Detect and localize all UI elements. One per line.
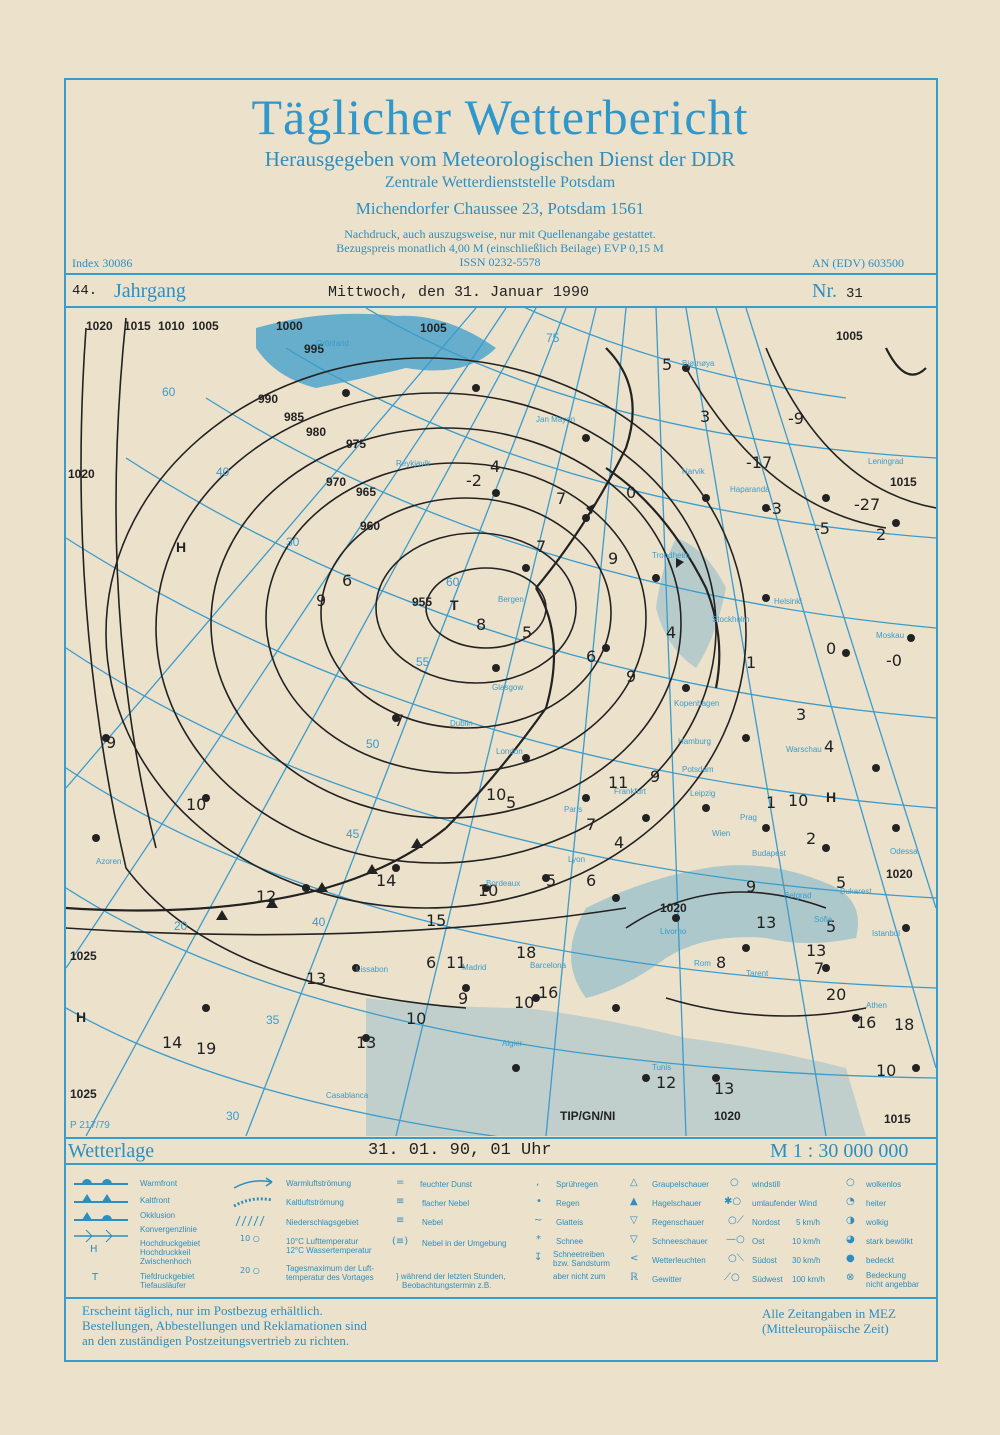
snow-shower-icon: ▽ <box>630 1234 638 1245</box>
svg-text:5: 5 <box>522 623 533 642</box>
svg-text:1: 1 <box>766 793 777 812</box>
legend-tiefdruckgebiet: Tiefdruckgebiet <box>140 1272 195 1281</box>
legend-wolkenlos: wolkenlos <box>866 1180 902 1189</box>
svg-text:Potsdam: Potsdam <box>682 765 714 774</box>
svg-text:11: 11 <box>446 953 467 972</box>
svg-text:7: 7 <box>814 959 825 978</box>
svg-text:13: 13 <box>806 941 827 960</box>
svg-text:4: 4 <box>614 833 625 852</box>
svg-text:10: 10 <box>478 881 499 900</box>
svg-text:Dublin: Dublin <box>450 719 473 728</box>
legend-wolkig: wolkig <box>866 1218 889 1227</box>
svg-text:-17: -17 <box>746 453 773 472</box>
svg-text:7: 7 <box>536 537 547 556</box>
legend-schnee: Schnee <box>556 1237 584 1246</box>
svg-text:1: 1 <box>746 653 757 672</box>
svg-text:0: 0 <box>626 483 637 502</box>
svg-text:50: 50 <box>366 737 380 751</box>
footer-right-1: Alle Zeitangaben in MEZ <box>762 1306 896 1321</box>
legend-hagelschauer: Hagelschauer <box>652 1199 702 1208</box>
map-bottom-divider <box>64 1137 938 1139</box>
legend-speed-100: 100 km/h <box>792 1275 825 1284</box>
legend-schneetreiben: Schneetreiben <box>553 1250 605 1259</box>
svg-text:8: 8 <box>476 615 487 634</box>
legend-schneeschauer: Schneeschauer <box>652 1237 708 1246</box>
svg-text:10: 10 <box>406 1009 427 1028</box>
svg-text:Madrid: Madrid <box>462 963 487 972</box>
svg-text:18: 18 <box>516 943 537 962</box>
svg-text:60: 60 <box>162 385 176 399</box>
svg-text:Livorno: Livorno <box>660 927 687 936</box>
svg-text:-9: -9 <box>788 409 804 428</box>
svg-text:6: 6 <box>586 647 597 666</box>
legend-konvergenzlinie: Konvergenzlinie <box>140 1225 197 1234</box>
svg-text:75: 75 <box>546 331 560 345</box>
svg-text:Tunis: Tunis <box>652 1063 672 1072</box>
svg-text:Reykjavik: Reykjavik <box>396 459 431 468</box>
svg-text:Istanbul: Istanbul <box>872 929 901 938</box>
footer-left-2: Bestellungen, Abbestellungen und Reklamationen sind <box>82 1318 367 1333</box>
temperature-station-icon: 10 ○ <box>240 1234 260 1243</box>
airflow-symbols <box>232 1174 282 1234</box>
svg-text:40: 40 <box>312 915 326 929</box>
svg-text:Sofia: Sofia <box>814 915 833 924</box>
legend-warmluftstroemung: Warmluftströmung <box>286 1179 352 1188</box>
svg-text:Stockholm: Stockholm <box>712 615 750 624</box>
svg-text:10: 10 <box>514 993 535 1012</box>
svg-text:995: 995 <box>304 342 325 356</box>
svg-text:1015: 1015 <box>890 475 917 489</box>
legend-tiefauslaeufer: Tiefausläufer <box>140 1281 186 1290</box>
svg-text:960: 960 <box>360 519 381 533</box>
overcast-icon: ● <box>846 1253 855 1264</box>
legend-suedost: Südost <box>752 1256 777 1265</box>
svg-text:Hamburg: Hamburg <box>678 737 711 746</box>
svg-text:12: 12 <box>656 1073 677 1092</box>
page-title: Täglicher Wetterbericht <box>251 89 749 145</box>
wind-east-icon: —○ <box>726 1234 745 1245</box>
svg-text:Barcelona: Barcelona <box>530 961 567 970</box>
legend-heiter: heiter <box>866 1199 887 1208</box>
svg-text:35: 35 <box>266 1013 280 1027</box>
svg-text:1020: 1020 <box>660 901 687 915</box>
svg-text:1025: 1025 <box>70 949 97 963</box>
svg-text:20: 20 <box>174 919 188 933</box>
drifting-snow-icon: ↧ <box>534 1252 543 1263</box>
rain-icon: • <box>536 1196 542 1207</box>
footer-divider <box>64 1297 938 1299</box>
svg-text:Bjørnøya: Bjørnøya <box>682 359 715 368</box>
haze-icon: = <box>396 1177 405 1188</box>
office-line: Zentrale Wetterdienststelle Potsdam <box>384 174 616 191</box>
svg-text:Paris: Paris <box>564 805 583 814</box>
svg-text:3: 3 <box>700 407 711 426</box>
high-pressure-icon: H <box>90 1244 98 1255</box>
address-line: Michendorfer Chaussee 23, Potsdam 1561 <box>355 199 645 218</box>
legend-hochdruckgebiet: Hochdruckgebiet <box>140 1239 201 1248</box>
svg-text:H: H <box>76 1009 87 1025</box>
wetterlage-label: Wetterlage <box>68 1140 155 1162</box>
legend-wassertemperatur: 12°C Wassertemperatur <box>286 1246 372 1255</box>
legend-bedeckung: Bedeckung <box>866 1271 907 1280</box>
svg-text:Odessa: Odessa <box>890 847 918 856</box>
svg-text:13: 13 <box>356 1033 377 1052</box>
legend-lufttemperatur: 10°C Lufttemperatur <box>286 1237 359 1246</box>
variable-wind-icon: ✱○ <box>724 1196 742 1207</box>
svg-text:Prag: Prag <box>740 813 757 822</box>
svg-text:Bordeaux: Bordeaux <box>486 879 521 888</box>
cloudy-icon: ◑ <box>846 1215 855 1226</box>
svg-text:1020: 1020 <box>886 867 913 881</box>
legend-glatteis: Glatteis <box>556 1218 584 1227</box>
svg-text:19: 19 <box>196 1039 217 1058</box>
svg-text:9: 9 <box>650 767 661 786</box>
svg-text:Belgrad: Belgrad <box>784 891 812 900</box>
legend-nicht-angebbar: nicht angebbar <box>866 1280 919 1289</box>
svg-text:10: 10 <box>486 785 507 804</box>
svg-text:16: 16 <box>538 983 559 1002</box>
legend-suedwest: Südwest <box>752 1275 783 1284</box>
map-scale: M 1 : 30 000 000 <box>770 1140 909 1162</box>
publisher-line: Herausgegeben vom Meteorologischen Dienst der DDR <box>264 147 736 171</box>
svg-text:-3: -3 <box>766 499 782 518</box>
svg-text:Warschau: Warschau <box>786 745 822 754</box>
svg-text:965: 965 <box>356 485 377 499</box>
svg-text:Athen: Athen <box>866 1001 887 1010</box>
svg-text:1010: 1010 <box>158 319 185 333</box>
svg-text:Grönland: Grönland <box>316 339 349 348</box>
svg-text:T: T <box>450 597 459 613</box>
legend-flacher-nebel: flacher Nebel <box>422 1199 470 1208</box>
wind-northeast-icon: ○⟋ <box>728 1215 744 1226</box>
fog-nearby-icon: (≡) <box>392 1236 409 1247</box>
nr-label: Nr. <box>812 280 837 302</box>
svg-text:1005: 1005 <box>836 329 863 343</box>
issue-date: Mittwoch, den 31. Januar 1990 <box>328 284 590 301</box>
svg-text:6: 6 <box>426 953 437 972</box>
svg-text:-5: -5 <box>814 519 830 538</box>
legend-warmfront: Warmfront <box>140 1179 178 1188</box>
legend-okklusion: Okklusion <box>140 1211 176 1220</box>
legend-regen: Regen <box>556 1199 580 1208</box>
svg-text:6: 6 <box>586 871 597 890</box>
svg-text:Narvik: Narvik <box>682 467 705 476</box>
front-symbols <box>72 1174 132 1294</box>
wetterlage-time: 31. 01. 90, 01 Uhr <box>368 1141 552 1160</box>
mostly-cloudy-icon: ◕ <box>846 1234 855 1245</box>
svg-text:5: 5 <box>826 917 837 936</box>
svg-text:7: 7 <box>586 815 597 834</box>
svg-text:Haparanda: Haparanda <box>730 485 770 494</box>
svg-text:9: 9 <box>106 733 117 752</box>
svg-text:11: 11 <box>608 773 629 792</box>
svg-text:60: 60 <box>446 575 460 589</box>
svg-text:8: 8 <box>716 953 727 972</box>
legend-hochdruckkeil: Hochdruckkeil <box>140 1248 191 1257</box>
legend-tagesmaximum-2: temperatur des Vortages <box>286 1273 374 1282</box>
footer-left-1: Erscheint täglich, nur im Postbezug erhältlich. <box>82 1303 323 1318</box>
hail-shower-icon: ▲ <box>630 1196 638 1207</box>
svg-text:Leipzig: Leipzig <box>690 789 716 798</box>
thunderstorm-icon: ℝ <box>630 1272 638 1283</box>
svg-text:10: 10 <box>788 791 809 810</box>
reprint-note: Nachdruck, auch auszugsweise, nur mit Quellenangabe gestattet. <box>344 227 656 241</box>
header-divider <box>64 273 938 275</box>
rain-shower-icon: ▽ <box>630 1215 638 1226</box>
svg-text:4: 4 <box>666 623 677 642</box>
svg-text:2: 2 <box>876 525 887 544</box>
svg-text:Leningrad: Leningrad <box>868 457 904 466</box>
svg-text:975: 975 <box>346 437 367 451</box>
svg-text:Rom: Rom <box>694 959 711 968</box>
footer-left-3: an den zuständigen Postzeitungsvertrieb zu richten. <box>82 1333 350 1348</box>
shallow-fog-icon: ≡ <box>396 1196 405 1207</box>
svg-text:London: London <box>496 747 523 756</box>
svg-text:10: 10 <box>876 1061 897 1080</box>
svg-text:Bergen: Bergen <box>498 595 524 604</box>
legend-bedeckt: bedeckt <box>866 1256 895 1265</box>
wind-southwest-icon: ⟋○ <box>724 1272 740 1283</box>
svg-text:55: 55 <box>416 655 430 669</box>
svg-text:13: 13 <box>306 969 327 988</box>
svg-text:Moskau: Moskau <box>876 631 905 640</box>
signature: TIP/GN/NI <box>560 1109 616 1123</box>
svg-text:Bukarest: Bukarest <box>840 887 872 896</box>
sky-obscured-icon: ⊗ <box>846 1272 855 1283</box>
svg-text:9: 9 <box>608 549 619 568</box>
svg-text:7: 7 <box>556 489 567 508</box>
svg-text:40: 40 <box>216 465 230 479</box>
graupel-shower-icon: △ <box>630 1177 638 1188</box>
svg-text:955: 955 <box>412 595 433 609</box>
glaze-icon: ~ <box>534 1215 543 1226</box>
legend-top-divider <box>64 1163 938 1165</box>
svg-text:Kopenhagen: Kopenhagen <box>674 699 720 708</box>
svg-text:980: 980 <box>306 425 327 439</box>
legend-aber-nicht: aber nicht zum <box>553 1272 606 1281</box>
svg-text:0: 0 <box>826 639 837 658</box>
legend-nordost: Nordost <box>752 1218 781 1227</box>
legend-tagesmaximum: Tagesmaximum der Luft- <box>286 1264 375 1273</box>
svg-text:Wien: Wien <box>712 829 731 838</box>
svg-text:-27: -27 <box>854 495 881 514</box>
low-pressure-icon: T <box>92 1272 99 1283</box>
svg-text:4: 4 <box>490 457 501 476</box>
svg-text:18: 18 <box>894 1015 915 1034</box>
svg-text:1015: 1015 <box>884 1112 911 1126</box>
svg-text:Algier: Algier <box>502 1039 523 1048</box>
plate-code: P 217/79 <box>70 1120 110 1131</box>
nr-value: 31 <box>846 286 863 302</box>
svg-text:10: 10 <box>186 795 207 814</box>
svg-text:14: 14 <box>162 1033 183 1052</box>
svg-text:6: 6 <box>342 571 353 590</box>
svg-text:970: 970 <box>326 475 347 489</box>
svg-text:Tarent: Tarent <box>746 969 769 978</box>
svg-text:9: 9 <box>316 591 327 610</box>
jahrgang-number: 44. <box>72 283 98 299</box>
legend-nebel: Nebel <box>422 1218 443 1227</box>
legend-graupelschauer: Graupelschauer <box>652 1180 709 1189</box>
svg-text:9: 9 <box>626 667 637 686</box>
lightning-icon: < <box>630 1253 639 1264</box>
legend-kaltluftstroemung: Kaltluftströmung <box>286 1198 344 1207</box>
svg-text:Glasgow: Glasgow <box>492 683 524 692</box>
svg-text:990: 990 <box>258 392 279 406</box>
svg-text:16: 16 <box>856 1013 877 1032</box>
svg-text:5: 5 <box>662 355 673 374</box>
svg-text:Lissabon: Lissabon <box>356 965 389 974</box>
svg-text:Azoren: Azoren <box>96 857 122 866</box>
legend-gewitter: Gewitter <box>652 1275 682 1284</box>
legend-speed-10: 10 km/h <box>792 1237 821 1246</box>
legend-ost: Ost <box>752 1237 765 1246</box>
svg-text:Helsinki: Helsinki <box>774 597 803 606</box>
footer-right-2: (Mitteleuropäische Zeit) <box>762 1321 889 1336</box>
svg-text:1015: 1015 <box>124 319 151 333</box>
legend-speed-5: 5 km/h <box>796 1218 821 1227</box>
svg-text:2: 2 <box>806 829 817 848</box>
fair-icon: ◔ <box>846 1196 855 1207</box>
svg-text:30: 30 <box>286 535 300 549</box>
legend-zwischenhoch: Zwischenhoch <box>140 1257 192 1266</box>
svg-text:5: 5 <box>506 793 517 812</box>
clear-sky-icon: ○ <box>846 1177 855 1188</box>
svg-text:1005: 1005 <box>192 319 219 333</box>
svg-text:5: 5 <box>836 873 847 892</box>
svg-text:12: 12 <box>256 887 277 906</box>
svg-text:-2: -2 <box>466 471 482 490</box>
svg-text:1025: 1025 <box>70 1087 97 1101</box>
fog-icon: ≡ <box>396 1215 405 1226</box>
legend-windstill: windstill <box>752 1180 781 1189</box>
legend-spruehregen: Sprühregen <box>556 1180 598 1189</box>
issn: ISSN 0232-5578 <box>459 255 541 269</box>
svg-text:1020: 1020 <box>86 319 113 333</box>
svg-text:13: 13 <box>756 913 777 932</box>
max-temperature-icon: 20 ○ <box>240 1266 260 1275</box>
drizzle-icon: , <box>536 1177 540 1188</box>
svg-text:45: 45 <box>346 827 360 841</box>
svg-text:Frankfurt: Frankfurt <box>614 787 647 796</box>
calm-wind-icon: ○ <box>730 1177 739 1188</box>
index-number: Index 30086 <box>72 256 133 270</box>
svg-text:9: 9 <box>458 989 469 1008</box>
svg-text:7: 7 <box>394 711 405 730</box>
legend-niederschlagsgebiet: Niederschlagsgebiet <box>286 1218 359 1227</box>
an-edv-number: AN (EDV) 603500 <box>812 256 904 270</box>
legend-nebel-umgebung: Nebel in der Umgebung <box>422 1239 507 1248</box>
svg-text:Jan Mayen: Jan Mayen <box>536 415 576 424</box>
svg-text:-0: -0 <box>886 651 902 670</box>
legend-regenschauer: Regenschauer <box>652 1218 705 1227</box>
legend-sandsturm: bzw. Sandsturm <box>553 1259 610 1268</box>
weather-map <box>66 308 936 1136</box>
jahrgang-label: Jahrgang <box>114 280 186 302</box>
svg-text:15: 15 <box>426 911 447 930</box>
legend-wetterleuchten: Wetterleuchten <box>652 1256 706 1265</box>
svg-text:Casablanca: Casablanca <box>326 1091 369 1100</box>
svg-text:H: H <box>826 789 837 805</box>
svg-text:Lyon: Lyon <box>568 855 586 864</box>
svg-text:985: 985 <box>284 410 305 424</box>
svg-text:14: 14 <box>376 871 397 890</box>
legend-stark-bewoelkt: stark bewölkt <box>866 1237 913 1246</box>
price-note: Bezugspreis monatlich 4,00 M (einschließlich Beilage) EVP 0,15 M <box>336 241 664 255</box>
svg-text:3: 3 <box>796 705 807 724</box>
svg-text:H: H <box>176 539 187 555</box>
legend-feuchter-dunst: feuchter Dunst <box>420 1180 473 1189</box>
wind-southeast-icon: ○⟍ <box>728 1253 744 1264</box>
svg-text:4: 4 <box>824 737 835 756</box>
svg-text:5: 5 <box>546 871 557 890</box>
legend-speed-30: 30 km/h <box>792 1256 821 1265</box>
legend-waehrend: } während der letzten Stunden, <box>396 1272 506 1281</box>
svg-text:30: 30 <box>226 1109 240 1123</box>
svg-text:20: 20 <box>826 985 847 1004</box>
svg-text:1020: 1020 <box>68 467 95 481</box>
svg-text:1005: 1005 <box>420 321 447 335</box>
svg-text:Budapest: Budapest <box>752 849 786 858</box>
svg-text:13: 13 <box>714 1079 735 1098</box>
legend-kaltfront: Kaltfront <box>140 1196 170 1205</box>
snow-icon: * <box>536 1234 541 1245</box>
svg-text:9: 9 <box>746 877 757 896</box>
svg-text:1020: 1020 <box>714 1109 741 1123</box>
legend-umlaufender-wind: umlaufender Wind <box>752 1199 817 1208</box>
legend-beobachtungstermin: Beobachtungstermin z.B. <box>402 1281 492 1290</box>
svg-text:Trondheim: Trondheim <box>652 551 690 560</box>
svg-text:1000: 1000 <box>276 319 303 333</box>
